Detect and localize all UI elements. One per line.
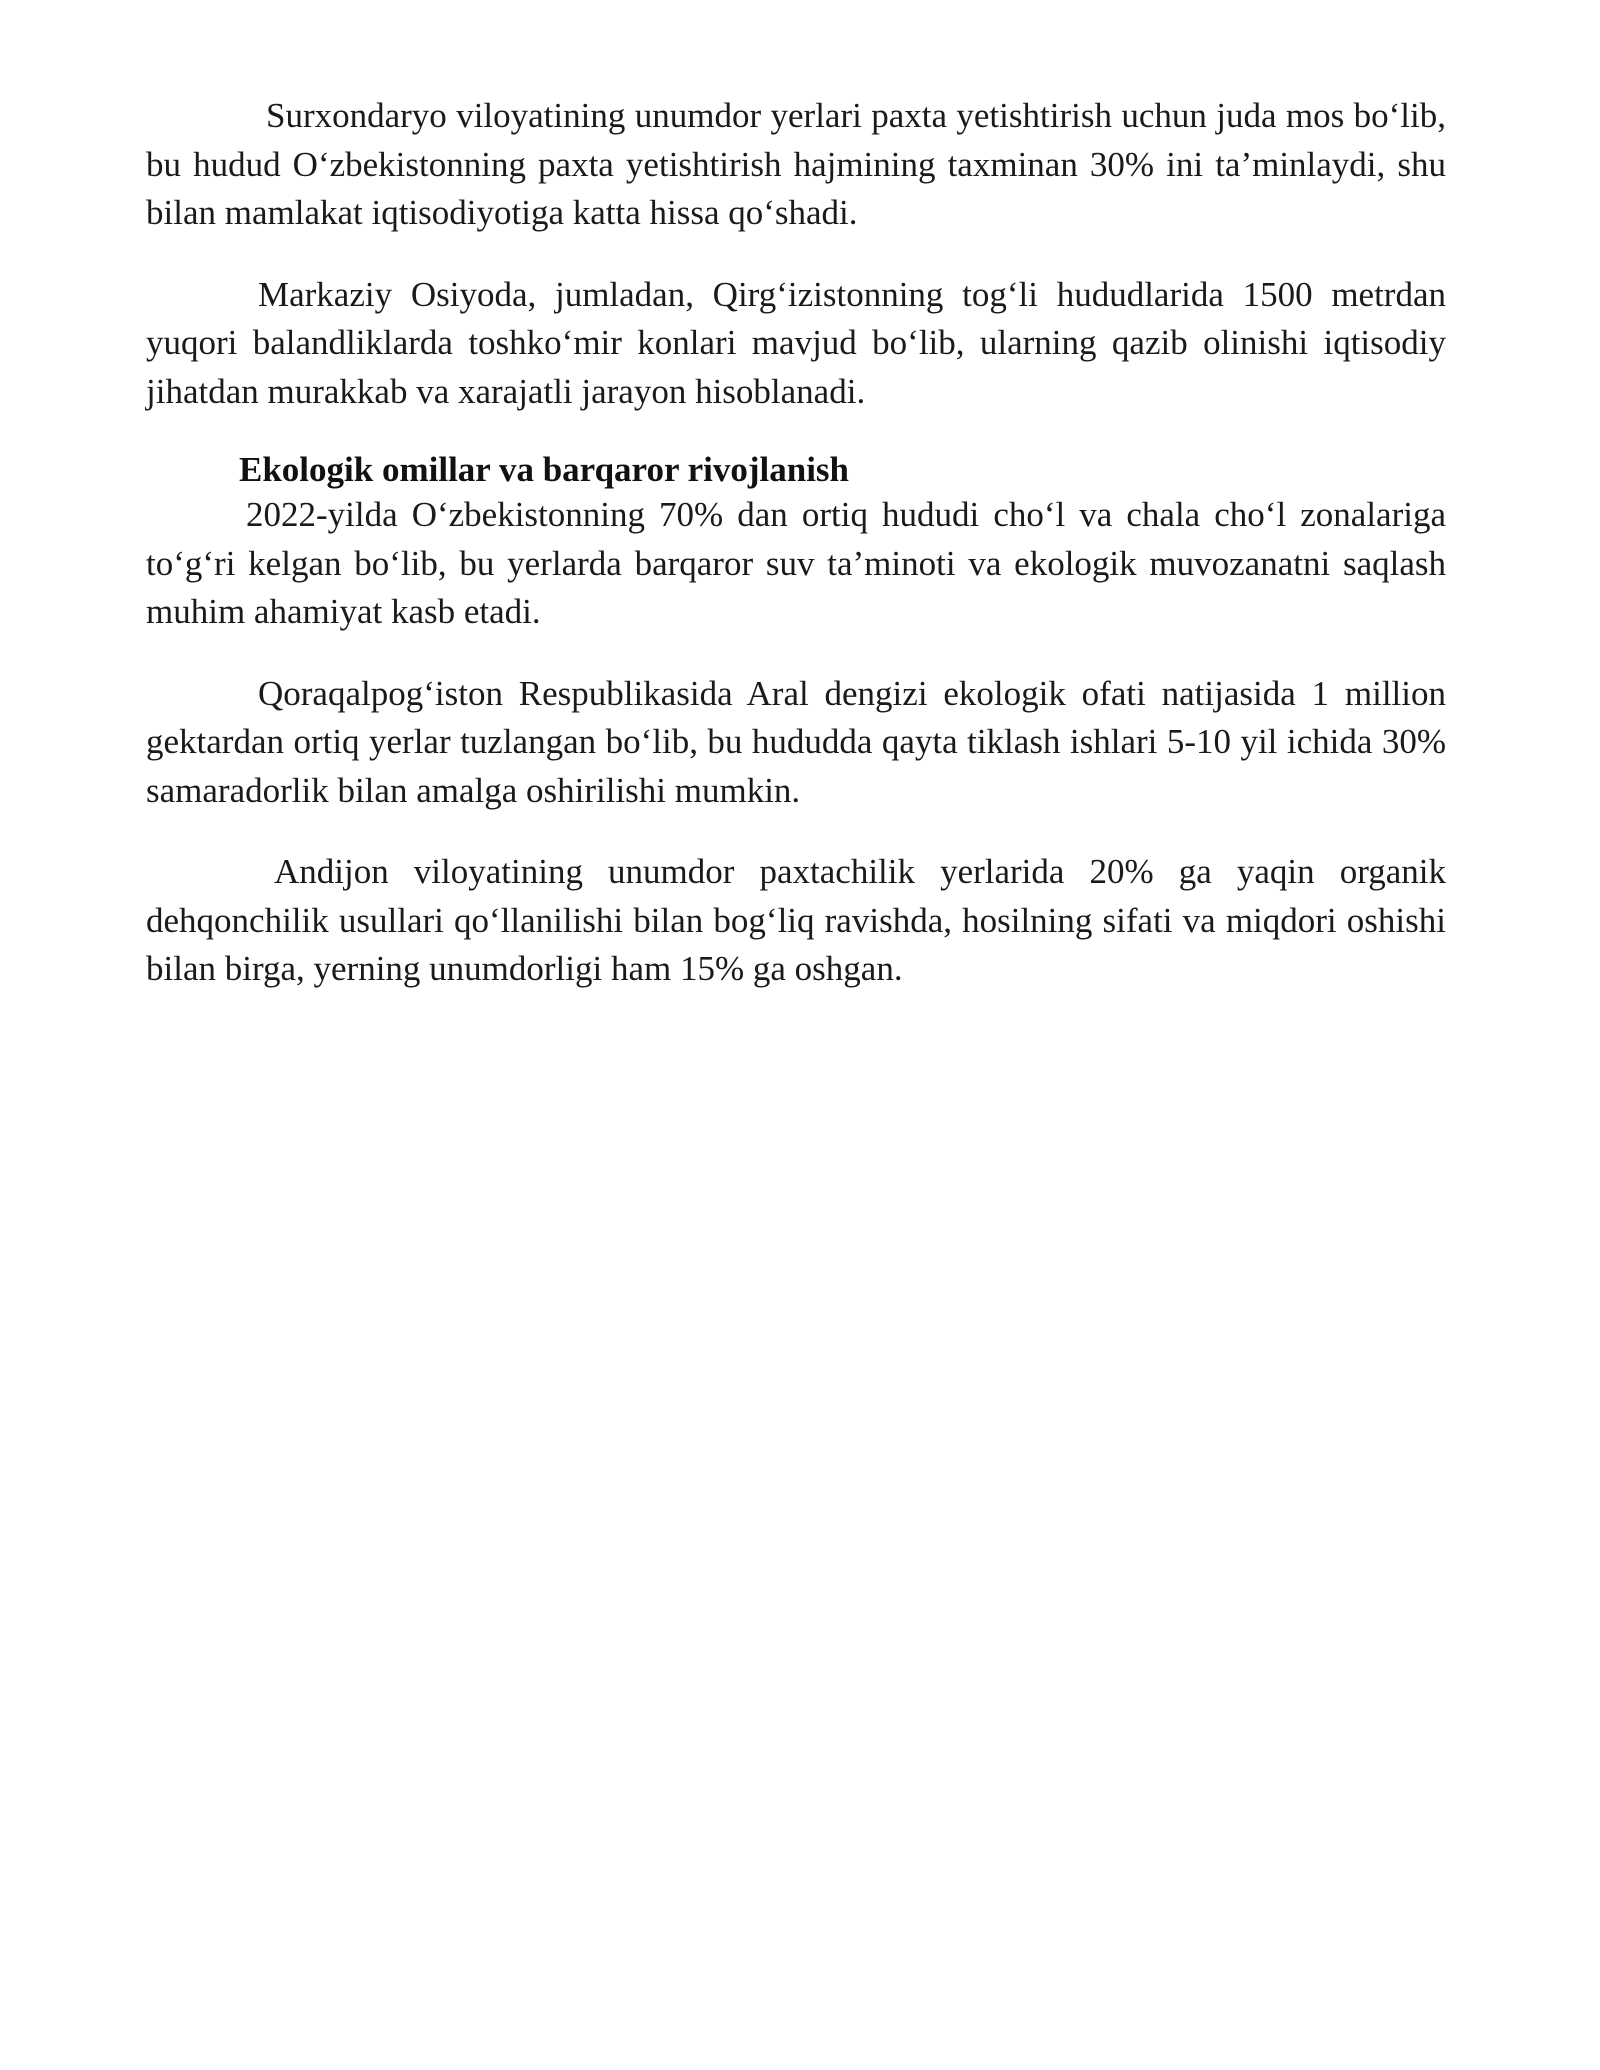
section-heading: Ekologik omillar va barqaror rivojlanish (239, 450, 850, 489)
document-body (146, 92, 1446, 1027)
paragraph-2022-yil: 2022-yilda O‘zbekistonning 70% dan ortiq hududi cho‘l va chala cho‘l zonalariga to‘g‘ri kelgan bo‘lib, bu yerlarda barqaror suv ta’minoti va ekologik muvozanatni saqlash muhim ahamiyat kasb etadi. (146, 495, 1446, 631)
paragraph-markaziy-osiyo: Markaziy Osiyoda, jumladan, Qirg‘izistonning tog‘li hududlarida 1500 metrdan yuqori balandliklarda toshko‘mir konlari mavjud bo‘lib, ularning qazib olinishi iqtisodiy jihatdan murakkab va xarajatli jarayon hisoblanadi. (146, 274, 1446, 411)
paragraph-andijon: Andijon viloyatining unumdor paxtachilik yerlarida 20% ga yaqin organik dehqonchilik usullari qo‘llanilishi bilan bog‘liq ravishda, hosilning sifati va miqdori oshishi bilan birga, yerning unumdorligi ham 15% ga oshgan. (146, 852, 1446, 988)
paragraph-qoraqalpogiston: Qoraqalpog‘iston Respublikasida Aral dengizi ekologik ofati natijasida 1 million gektardan ortiq yerlar tuzlangan bo‘lib, bu hududda qayta tiklash ishlari 5-10 yil ichida 30% samaradorlik bilan amalga oshirilishi mumkin. (146, 673, 1446, 810)
paragraph-surxondaryo: Surxondaryo viloyatining unumdor yerlari paxta yetishtirish uchun juda mos bo‘lib, bu hudud O‘zbekistonning paxta yetishtirish hajmining taxminan 30% ini ta’minlaydi, shu bilan mamlakat iqtisodiyotiga katta hissa qo‘shadi. (146, 96, 1446, 232)
